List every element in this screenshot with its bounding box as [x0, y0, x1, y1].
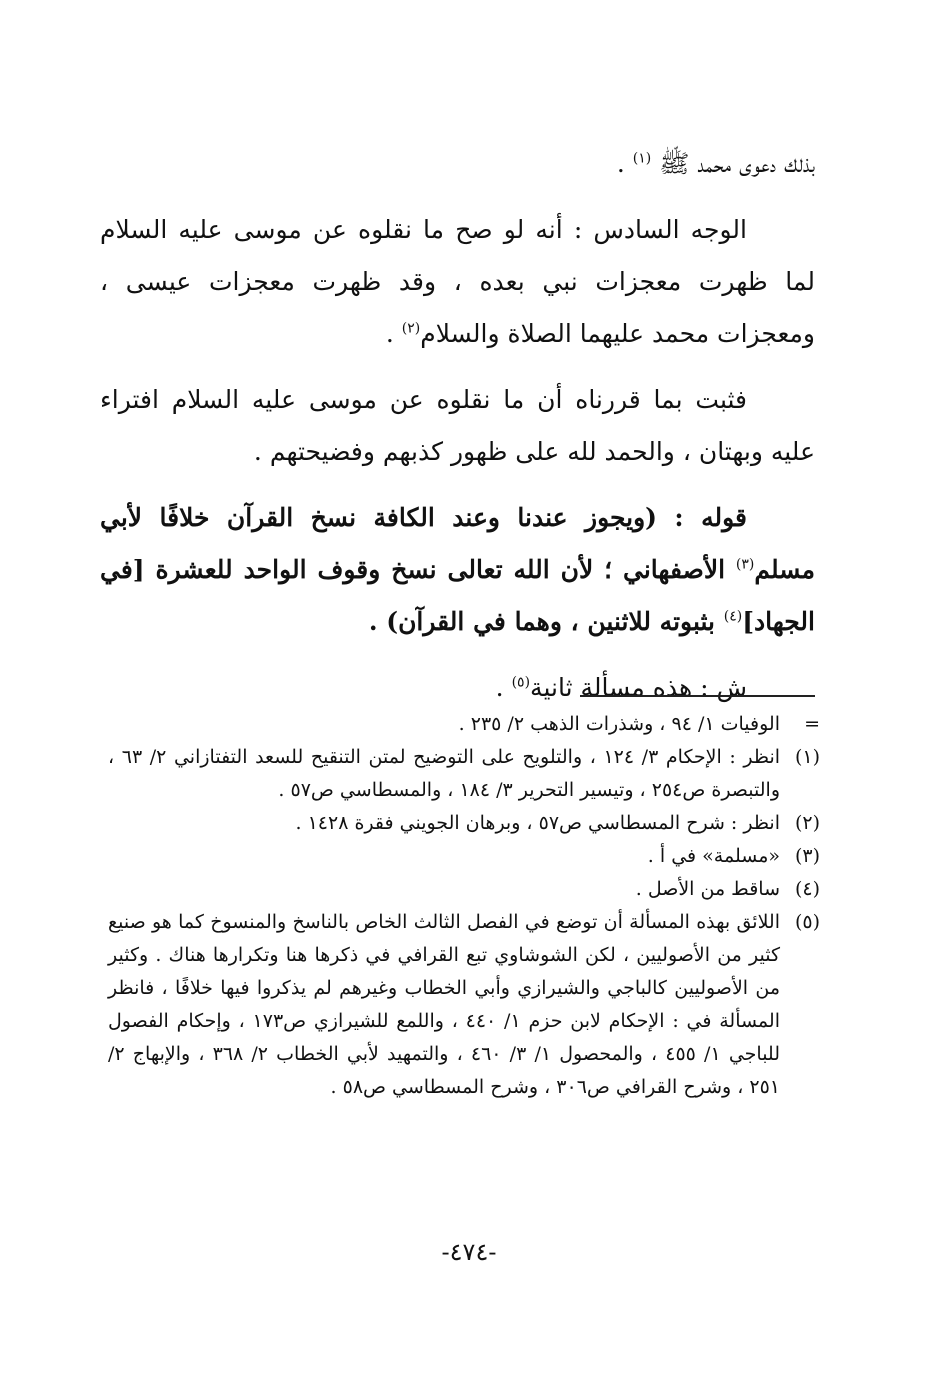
- footnote-3: [108, 840, 820, 873]
- footnote-text: الوفيات ١/ ٩٤ ، وشذرات الذهب ٢/ ٢٣٥ .: [458, 713, 780, 735]
- footnote-ref-5: (٥): [511, 674, 531, 691]
- footnote-separator: [580, 695, 815, 697]
- footnote-number: (٢): [794, 812, 820, 834]
- paragraph-3: فثبت بما قررناه أن ما نقلوه عن موسى عليه السلام افتراء عليه وبهتان ، والحمد لله على ظهور كذبهم وفضيحتهم .: [100, 385, 815, 466]
- footnote-number: =: [804, 713, 820, 735]
- footnote-ref-4: (٤): [723, 608, 743, 625]
- footnote-4: [108, 873, 820, 906]
- footnote-continued: [108, 708, 820, 741]
- page-number: -٤٧٤-: [441, 1238, 497, 1266]
- footnote-5: [108, 906, 820, 1104]
- footnote-number: (٤): [794, 878, 820, 900]
- footnote-ref-3: (٣): [735, 556, 755, 573]
- footnote-number: (١): [794, 746, 820, 768]
- footnotes: [108, 708, 820, 1104]
- footnote-2: [108, 807, 820, 840]
- footnote-number: (٥): [794, 911, 820, 933]
- footnote-text: اللائق بهذه المسألة أن توضع في الفصل الثالث الخاص بالناسخ والمنسوخ كما هو صنيع كثير من الأصوليين ، لكن الشوشاوي تبع القرافي في ذكرها هنا وتكرارها هناك . وكثير من الأصوليين كالباجي والشيرازي وأبي الخطاب وغيرهم لم يذكروا فيها خلافًا ، فانظر المسألة في : الإحكام لابن حزم ١/ ٤٤٠ ، واللمع للشيرازي ص١٧٣ ، وإحكام الفصول للباجي ١/ ٤٥٥ ، والمحصول ١/ ٣/ ٤٦٠ ، والتمهيد لأبي الخطاب ٢/ ٣٦٨ ، والإبهاج ٢/ ٢٥١ ، وشرح القرافي ص٣٠٦ ، وشرح المسطاسي ص٥٨ .: [108, 911, 781, 1098]
- paragraph-5: ش : هذه مسألة ثانية$^{(٥)}$ .: [495, 673, 747, 702]
- footnote-ref-2: (٢): [401, 320, 421, 337]
- footnote-text: انظر : شرح المسطاسي ص٥٧ ، وبرهان الجويني فقرة ١٤٢٨ .: [295, 812, 780, 834]
- footnote-ref-1: (١): [632, 150, 652, 167]
- footnote-text: «مسلمة» في أ .: [647, 845, 780, 867]
- paragraph-2: الوجه السادس : أنه لو صح ما نقلوه عن موسى عليه السلام لما ظهرت معجزات نبي بعده ، وقد ظهرت معجزات عيسى ، ومعجزات محمد عليهما الصلاة والسلام$^{(٢)}$ .: [100, 215, 815, 348]
- footnote-text: انظر : الإحكام ٣/ ١٢٤ ، والتلويح على التوضيح لمتن التنقيح للسعد التفتازاني ٢/ ٦٣ ، والتبصرة ص٢٥٤ ، وتيسير التحرير ٣/ ١٨٤ ، والمسطاسي ص٥٧ .: [108, 746, 781, 801]
- quoted-matn: قوله : (ويجوز عندنا وعند الكافة نسخ القرآن خلافًا لأبي مسلم$^{(٣)}$ الأصفهاني ؛ لأن الله تعالى نسخ وقوف الواحد للعشرة [في الجهاد]$^{(٤)}$ بثبوته للاثنين ، وهما في القرآن) .: [100, 503, 815, 636]
- main-text: [100, 138, 815, 728]
- paragraph-1: بذلك دعوى محمد ﷺ $^{(١)}$ .: [616, 149, 815, 178]
- footnote-text: ساقط من الأصل .: [635, 878, 780, 900]
- footnote-number: (٣): [794, 845, 820, 867]
- footnote-1: [108, 741, 820, 807]
